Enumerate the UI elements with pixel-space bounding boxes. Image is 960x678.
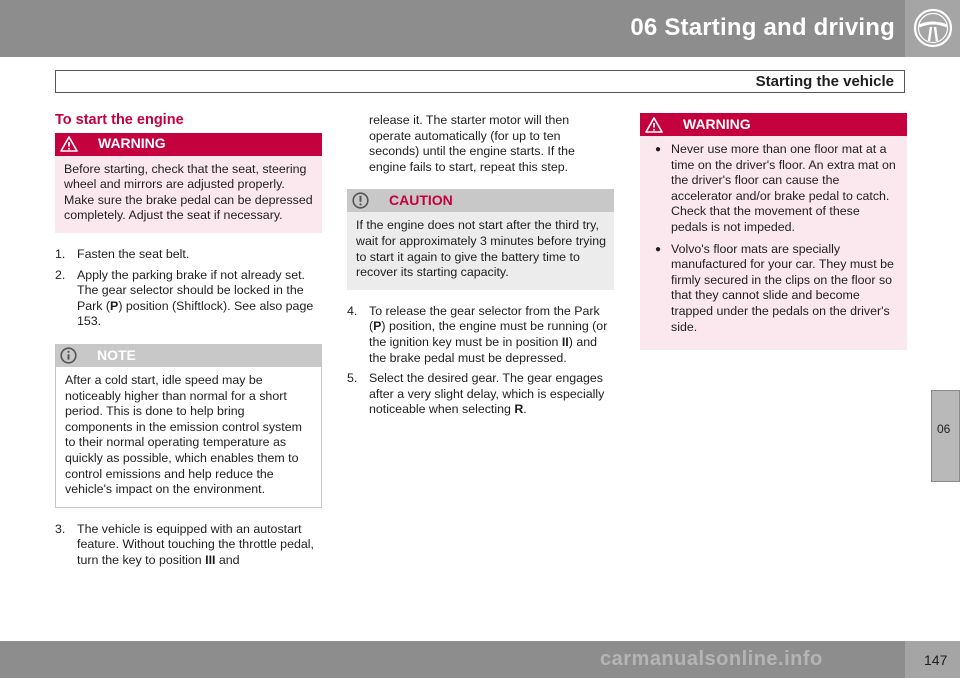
warning-header [640,113,907,136]
step-text-part: Apply the parking brake if not already set. The gear selector should be locked in the Park ( [77,267,305,313]
caution-text: If the engine does not start after the third try, wait for approximately 3 minutes before trying to start it again to give the battery time to recover its starting capacity. [356,218,606,280]
section-heading: To start the engine [55,112,184,128]
watermark: carmanualsonline.info [600,648,823,670]
note-header [55,344,322,367]
bullet-dot: ● [655,144,662,155]
steering-wheel-icon [912,7,954,49]
step-3 [55,522,322,569]
key-position: II [561,334,569,349]
steps-list [55,522,322,569]
step-text-part: ) and the brake pedal must be depressed. [369,334,597,365]
warning-text: Before starting, check that the seat, steering wheel and mirrors are adjusted properly. Make sure the brake pedal can be depressed completely. Adjust the seat if necessary. [64,161,313,223]
step-text [369,371,614,418]
column-1 [55,113,322,573]
step-1 [55,247,322,263]
bullet-item [649,242,899,336]
step-text [77,268,322,330]
caution-body [347,212,614,289]
column-2 [347,113,614,423]
gear-position: P [373,319,382,334]
step-2 [55,268,322,330]
warning-label: WARNING [683,115,751,132]
caution-box [347,189,614,289]
step-text: release it. The starter motor will then operate automatically (for up to ten seconds) until the engine starts. If the engine fails to start, repeat this step. [369,113,575,174]
bullet-text: Volvo's floor mats are specially manufactured for your car. They must be firmly secured in the clips on the floor so that they cannot slide and become trapped under the pedals on the driver's side. [671,241,894,334]
step-number: 2. [55,267,66,282]
step-3-continued [347,113,614,175]
note-label: NOTE [97,346,136,363]
steps-list [55,247,322,330]
chapter-tab-label: 06 [937,422,951,436]
step-text [369,304,614,366]
note-body [55,367,322,508]
warning-box [55,133,322,233]
warning-header [55,133,322,156]
chapter-tab[interactable] [931,390,960,482]
page-number: 147 [924,652,948,668]
step-text-part: . [523,402,527,417]
bullet-dot: ● [655,243,662,255]
step-number: 4. [347,303,358,318]
step-text-part: ) position, the engine must be running (or the ignition key must be in position [369,319,608,349]
step-number: 5. [347,371,358,386]
step-number: 1. [55,246,66,261]
warning-box [640,113,907,350]
step-5 [347,371,614,418]
step-text-part: Select the desired gear. The gear engages after a very slight delay, which is especially noticeable when selecting [369,371,605,417]
step-text [77,522,322,569]
column-3 [640,113,907,364]
step-text-part: To release the gear selector from the Park ( [369,303,600,334]
chapter-icon-box [905,0,960,57]
step-text-part: The vehicle is equipped with an autostart feature. Without touching the throttle pedal, turn the key to position [77,521,314,567]
note-box [55,344,322,508]
section-title: Starting the vehicle [755,73,894,90]
warning-body [55,156,322,233]
step-text-part: and [215,552,240,567]
warning-label: WARNING [98,135,166,152]
gear-position: R [514,402,524,417]
step-text-part: ) position (Shiftlock). See also page 153. [77,298,314,329]
warning-bullets [649,142,899,335]
warning-triangle-icon [60,136,78,152]
steps-list [347,304,614,418]
exclamation-icon [352,192,369,209]
note-text: After a cold start, idle speed may be noticeably higher than normal for a short period. This is done to help bring components in the emission control system to their normal operating temperature as quickly as possible, which enables them to control emissions and help reduce the vehicle's impact on the environment. [65,372,302,497]
caution-header [347,189,614,212]
step-4 [347,304,614,366]
step-indent [347,113,369,175]
bullet-item [649,142,899,236]
key-position: III [205,552,216,567]
step-text: Fasten the seat belt. [77,246,190,261]
info-icon [60,347,77,364]
section-bar [55,70,905,93]
chapter-title: 06 Starting and driving [630,14,895,41]
gear-position: P [110,298,119,313]
warning-triangle-icon [645,117,663,133]
bullet-text: Never use more than one floor mat at a time on the driver's floor. An extra mat on the driver's floor can cause the accelerator and/or brake pedal to catch. Check that the movement of these pedals is not impeded. [671,142,896,234]
caution-label: CAUTION [389,192,453,209]
step-number: 3. [55,521,66,536]
warning-body [640,136,907,350]
